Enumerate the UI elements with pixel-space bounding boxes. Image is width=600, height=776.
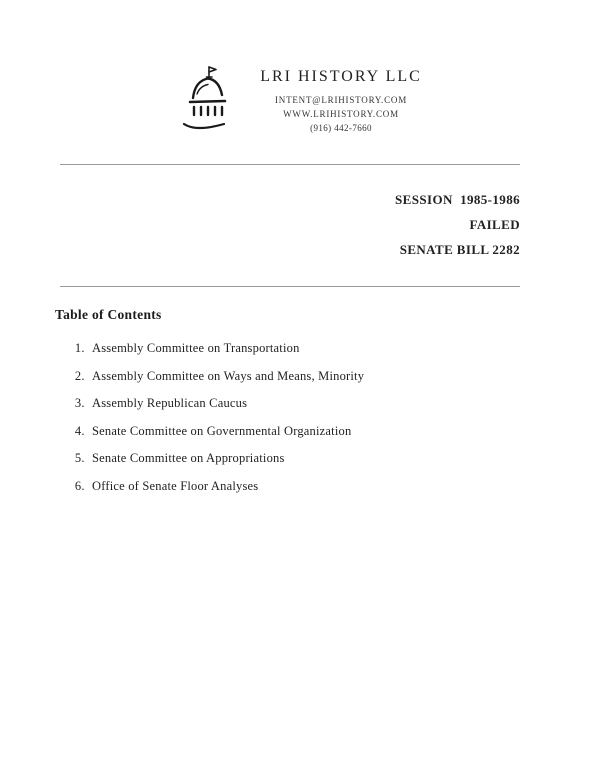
session-line: SESSION 1985-1986	[395, 192, 520, 207]
company-name: LRI HISTORY LLC	[260, 68, 422, 85]
divider-middle	[60, 286, 520, 287]
company-email: INTENT@LRIHISTORY.COM	[274, 95, 407, 105]
toc-item: 6. Office of Senate Floor Analyses	[88, 479, 600, 494]
company-website: WWW.LRIHISTORY.COM	[283, 109, 399, 119]
toc-title: Table of Contents	[55, 307, 162, 322]
letterhead	[0, 0, 600, 140]
toc-item: 1. Assembly Committee on Transportation	[88, 341, 600, 356]
toc-list	[70, 341, 600, 494]
status-line: FAILED	[469, 217, 520, 232]
toc-item: 3. Assembly Republican Caucus	[88, 396, 600, 411]
bill-line: SENATE BILL 2282	[399, 242, 520, 257]
divider-top	[60, 164, 520, 165]
toc-item: 4. Senate Committee on Governmental Organization	[88, 424, 600, 439]
company-phone: (916) 442-7660	[310, 123, 372, 133]
toc-item: 2. Assembly Committee on Ways and Means, Minority	[88, 369, 600, 384]
letterhead-text	[260, 62, 422, 135]
session-block	[0, 187, 520, 262]
capitol-dome-logo-icon	[178, 64, 234, 140]
toc-item: 5. Senate Committee on Appropriations	[88, 451, 600, 466]
